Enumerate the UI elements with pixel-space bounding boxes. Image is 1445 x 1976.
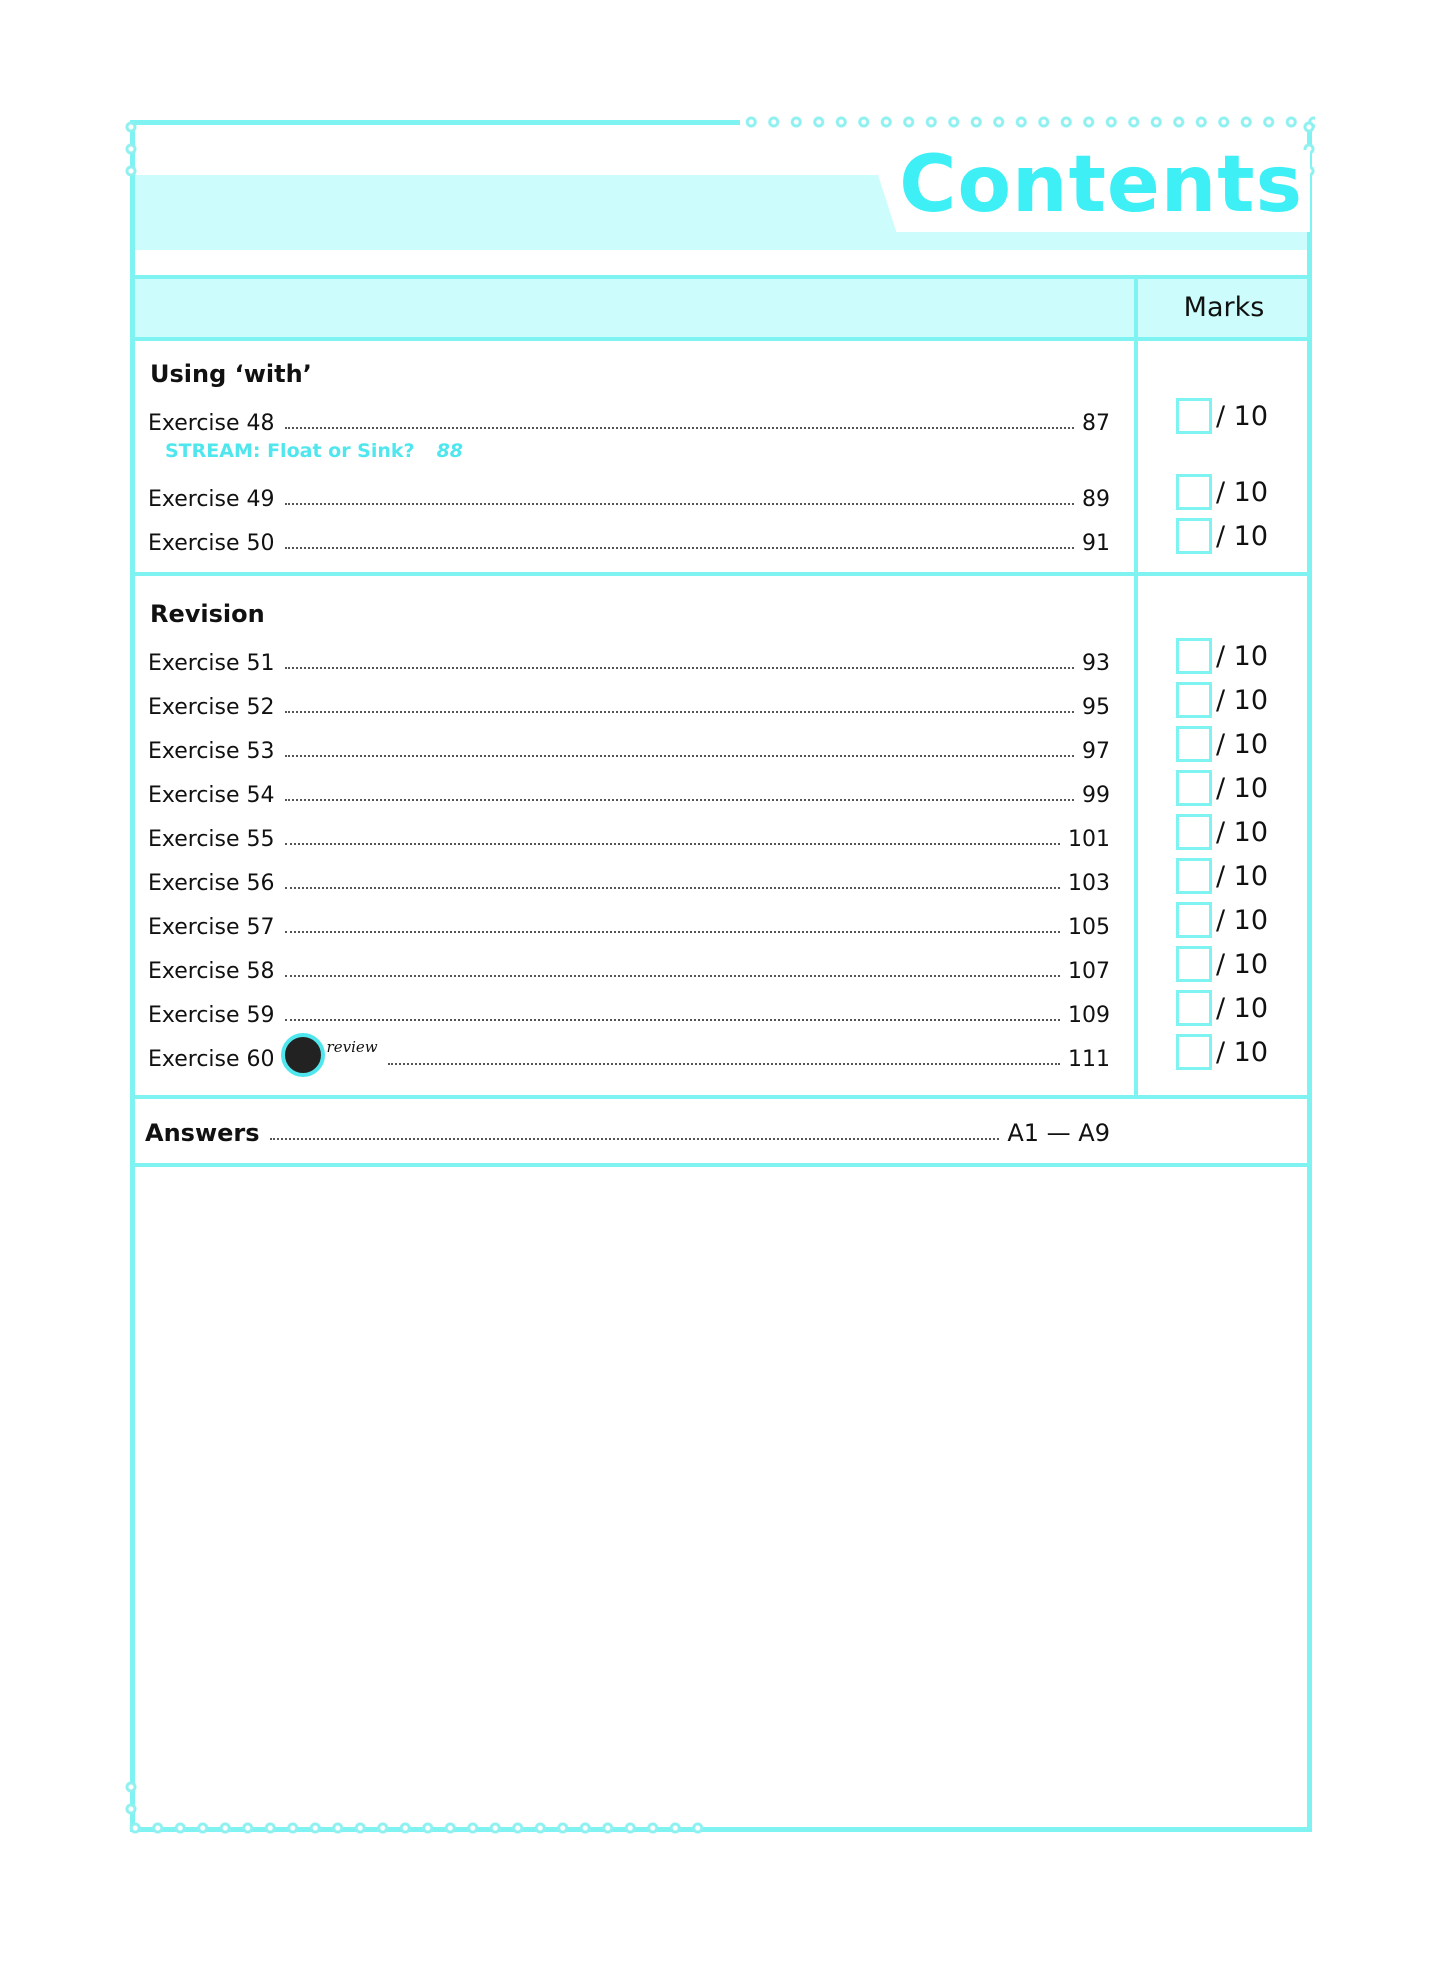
answers-label: Answers [145,1119,260,1147]
exercise-label: Exercise 54 [148,783,275,808]
page-number: 91 [1082,531,1110,556]
exercise-row[interactable] [148,642,1110,676]
exercise-label: Exercise 55 [148,827,275,852]
marks-column-divider [1134,277,1138,1097]
mark-total: / 10 [1216,1036,1269,1068]
mark-cell [1176,902,1268,938]
page-number: 111 [1068,1047,1110,1072]
answers-pages: A1 — A9 [1007,1119,1110,1147]
dot-leader [285,755,1074,757]
mark-cell [1176,1034,1268,1070]
divider [133,1163,1309,1167]
page-number: 97 [1082,739,1110,764]
mark-total: / 10 [1216,400,1269,432]
exercise-row[interactable] [148,994,1110,1028]
frame-top-line [130,120,740,125]
exercise-label: Exercise 53 [148,739,275,764]
mark-input-box[interactable] [1176,518,1212,554]
mark-cell [1176,682,1268,718]
answers-row[interactable] [145,1113,1110,1147]
page-title: Contents [899,140,1303,230]
dotted-border-left-bottom [125,1776,137,1826]
mark-total: / 10 [1216,772,1269,804]
mark-total: / 10 [1216,816,1269,848]
mark-input-box[interactable] [1176,858,1212,894]
exercise-label: Exercise 51 [148,651,275,676]
exercise-label: Exercise 49 [148,487,275,512]
dot-leader [285,887,1060,889]
exercise-label: Exercise 56 [148,871,275,896]
exercise-label: Exercise 60 [148,1047,275,1072]
mark-total: / 10 [1216,948,1269,980]
mark-input-box[interactable] [1176,770,1212,806]
mark-input-box[interactable] [1176,398,1212,434]
page-number: 101 [1068,827,1110,852]
exercise-row[interactable] [148,906,1110,940]
divider [133,1095,1309,1099]
dot-leader [285,711,1074,713]
page-number: 109 [1068,1003,1110,1028]
exercise-label: Exercise 59 [148,1003,275,1028]
mark-input-box[interactable] [1176,946,1212,982]
mark-cell [1176,770,1268,806]
mark-input-box[interactable] [1176,902,1212,938]
exercise-row[interactable] [148,402,1110,436]
mark-input-box[interactable] [1176,682,1212,718]
mark-total: / 10 [1216,904,1269,936]
mark-cell [1176,726,1268,762]
exercise-label: Exercise 48 [148,411,275,436]
mark-total: / 10 [1216,728,1269,760]
mark-cell [1176,638,1268,674]
mark-cell [1176,518,1268,554]
mark-total: / 10 [1216,520,1269,552]
mark-total: / 10 [1216,992,1269,1024]
exercise-row[interactable] [148,862,1110,896]
divider [133,337,1309,341]
exercise-label: Exercise 52 [148,695,275,720]
dot-leader [285,547,1074,549]
dotted-border-bottom [124,1822,704,1834]
dot-leader [285,843,1060,845]
exercise-label: Exercise 58 [148,959,275,984]
exercise-row[interactable] [148,522,1110,556]
dot-leader [285,799,1074,801]
mark-total: / 10 [1216,684,1269,716]
exercise-row[interactable] [148,818,1110,852]
page-number: 107 [1068,959,1110,984]
exercise-row[interactable] [148,1038,1110,1072]
page-number: 105 [1068,915,1110,940]
exercise-row[interactable] [148,774,1110,808]
mark-input-box[interactable] [1176,638,1212,674]
mark-total: / 10 [1216,860,1269,892]
mark-cell [1176,398,1268,434]
mark-input-box[interactable] [1176,474,1212,510]
stream-entry[interactable] [165,440,463,462]
review-note: review [326,1038,378,1056]
exercise-row[interactable] [148,950,1110,984]
dot-leader [270,1138,1000,1140]
mark-cell [1176,474,1268,510]
section-heading: Revision [150,600,265,628]
mark-cell [1176,858,1268,894]
mark-total: / 10 [1216,476,1269,508]
dot-leader [285,1019,1060,1021]
exercise-label: Exercise 50 [148,531,275,556]
table-header [135,278,1307,338]
dot-leader [285,667,1074,669]
mark-input-box[interactable] [1176,1034,1212,1070]
page-number: 89 [1082,487,1110,512]
divider [133,275,1309,279]
review-badge-icon [281,1033,325,1077]
dot-leader [285,975,1060,977]
page-number: 99 [1082,783,1110,808]
mark-cell [1176,946,1268,982]
mark-input-box[interactable] [1176,990,1212,1026]
mark-input-box[interactable] [1176,814,1212,850]
stream-label: STREAM: Float or Sink? [165,440,415,462]
marks-header: Marks [1183,292,1265,323]
page-number: 93 [1082,651,1110,676]
stream-page: 88 [436,440,464,462]
mark-total: / 10 [1216,640,1269,672]
dotted-border-top [740,116,1315,128]
exercise-row[interactable] [148,730,1110,764]
exercise-row[interactable] [148,686,1110,720]
dot-leader [285,931,1060,933]
dot-leader [388,1063,1060,1065]
exercise-row[interactable] [148,478,1110,512]
page-number: 95 [1082,695,1110,720]
exercise-label: Exercise 57 [148,915,275,940]
mark-cell [1176,814,1268,850]
page-number: 87 [1082,411,1110,436]
section-heading: Using ‘with’ [150,360,312,388]
page-number: 103 [1068,871,1110,896]
dot-leader [285,427,1074,429]
dotted-border-left [125,116,137,176]
divider [133,572,1309,576]
mark-input-box[interactable] [1176,726,1212,762]
dot-leader [285,503,1074,505]
mark-cell [1176,990,1268,1026]
